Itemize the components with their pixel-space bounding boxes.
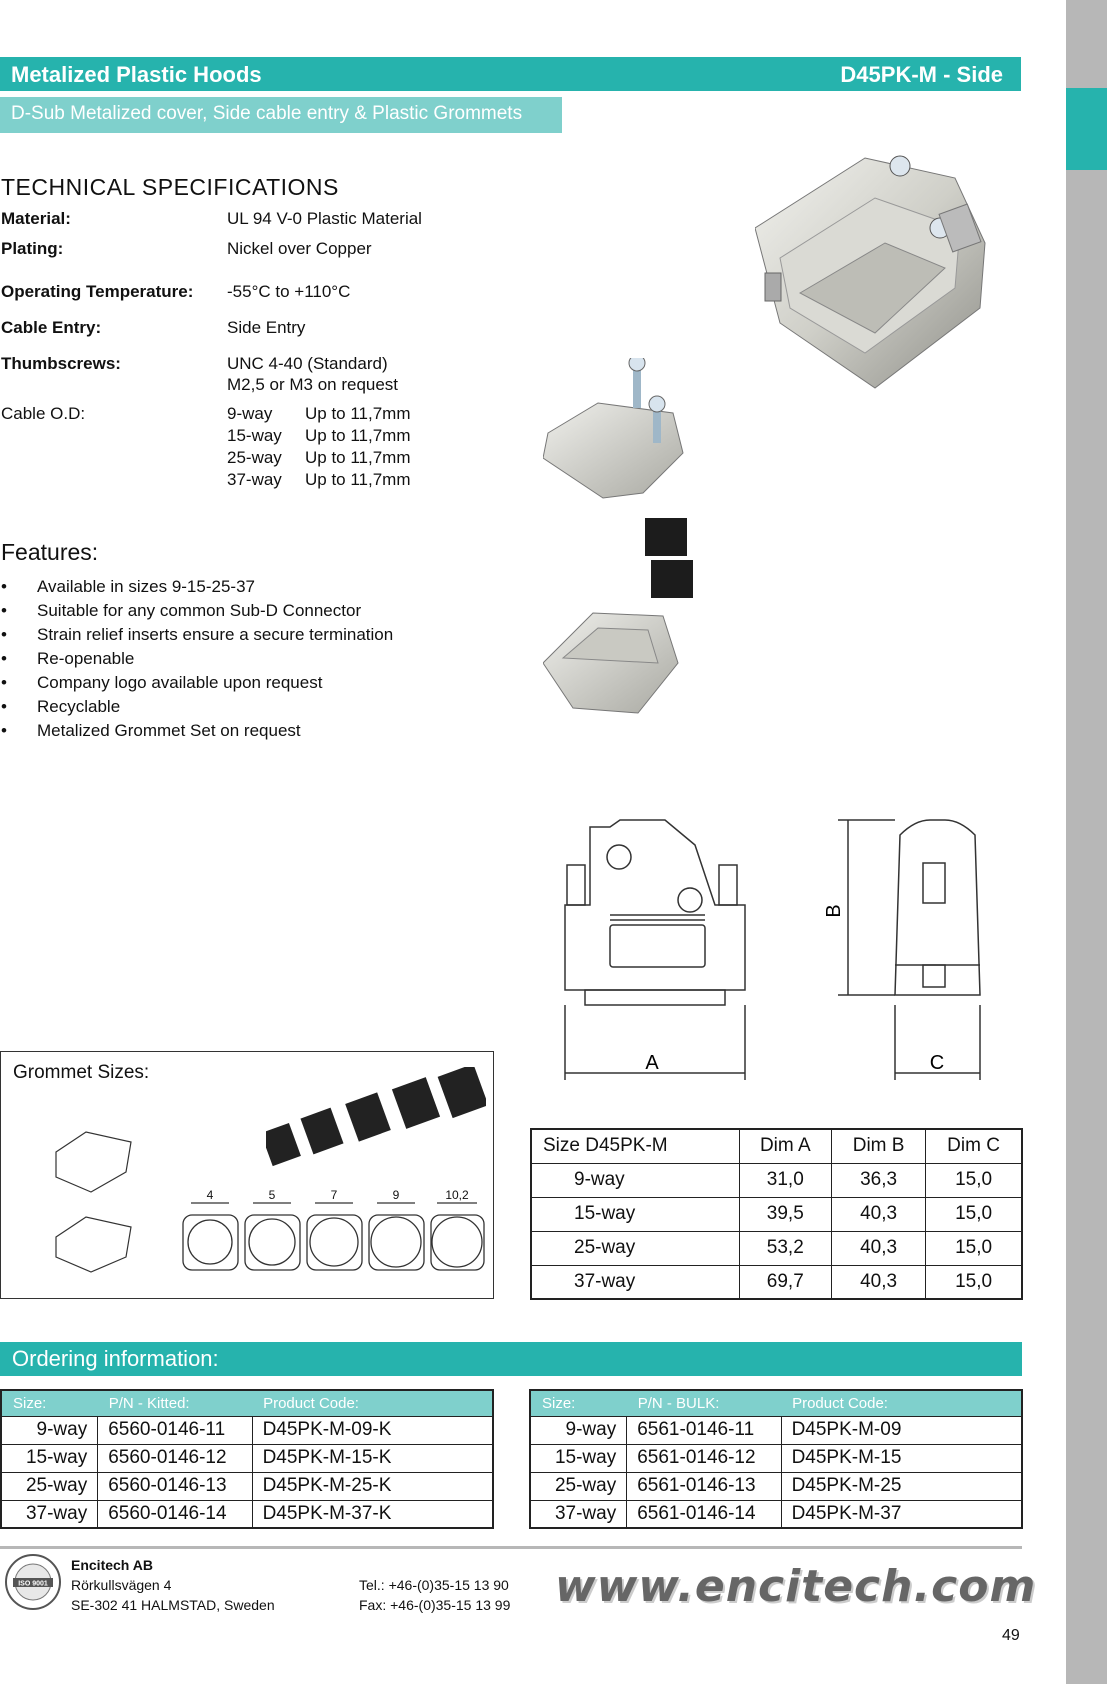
table-cell: 37-way	[531, 1265, 739, 1299]
spec-value: Nickel over Copper	[227, 239, 372, 258]
cable-od-way: 37-way	[227, 470, 282, 489]
table-header: Dim A	[739, 1129, 832, 1163]
ordering-heading: Ordering information:	[0, 1342, 1022, 1376]
grommet-drawing	[51, 1122, 146, 1277]
table-row	[530, 1416, 1022, 1444]
feature-text: Re-openable	[37, 649, 135, 668]
spec-label: Cable Entry:	[1, 318, 102, 337]
table-row	[1, 1444, 493, 1472]
table-cell: 6561-0146-14	[627, 1500, 781, 1528]
table-cell: D45PK-M-25-K	[252, 1472, 493, 1500]
company-contact	[359, 1575, 510, 1615]
table-header: Product Code:	[252, 1390, 493, 1416]
feature-item	[1, 625, 393, 645]
feature-item	[1, 601, 361, 621]
table-cell: 9-way	[531, 1163, 739, 1197]
table-row	[530, 1472, 1022, 1500]
table-header-row	[531, 1129, 1022, 1163]
table-header: Dim B	[832, 1129, 926, 1163]
feature-item	[1, 649, 134, 669]
company-address	[71, 1555, 275, 1615]
table-cell: 9-way	[530, 1416, 627, 1444]
table-cell: 6560-0146-12	[98, 1444, 252, 1472]
table-row	[531, 1197, 1022, 1231]
footer-divider	[0, 1546, 1022, 1549]
spec-label: Operating Temperature:	[1, 282, 194, 301]
spec-value: M2,5 or M3 on request	[227, 375, 399, 394]
address-line: SE-302 41 HALMSTAD, Sweden	[71, 1597, 275, 1613]
table-header-row	[530, 1390, 1022, 1416]
spec-label: Plating:	[1, 239, 64, 258]
bullet-icon: •	[1, 577, 7, 596]
table-cell: 69,7	[739, 1265, 832, 1299]
grommet-size-drawings	[181, 1185, 486, 1290]
table-header: P/N - BULK:	[627, 1390, 781, 1416]
spec-label: Material:	[1, 209, 71, 228]
table-cell: 40,3	[832, 1231, 926, 1265]
table-cell: 25-way	[530, 1472, 627, 1500]
table-header: Size:	[530, 1390, 627, 1416]
page-title: Metalized Plastic Hoods	[11, 62, 262, 87]
table-header: Dim C	[926, 1129, 1022, 1163]
bullet-icon: •	[1, 625, 7, 644]
bullet-icon: •	[1, 649, 7, 668]
phone-number: Tel.: +46-(0)35-15 13 90	[359, 1577, 509, 1593]
feature-text: Recyclable	[37, 697, 121, 716]
website-link[interactable]: www.encitech.com	[555, 1561, 1037, 1612]
cable-od-way: 15-way	[227, 426, 282, 445]
table-cell: D45PK-M-25	[781, 1472, 1022, 1500]
spec-label: Thumbscrews:	[1, 354, 121, 373]
table-cell: D45PK-M-15	[781, 1444, 1022, 1472]
table-cell: 6560-0146-13	[98, 1472, 252, 1500]
grommet-sizes-panel	[0, 1051, 494, 1299]
cable-od-value: Up to 11,7mm	[305, 448, 411, 467]
table-header-row	[1, 1390, 493, 1416]
bulk-order-table	[529, 1389, 1023, 1529]
table-cell: 6561-0146-12	[627, 1444, 781, 1472]
feature-item	[1, 577, 255, 597]
grommet-size-label: 10,2	[445, 1188, 469, 1202]
specs-heading: TECHNICAL SPECIFICATIONS	[1, 174, 339, 200]
subtitle-bar: D-Sub Metalized cover, Side cable entry & Plastic Grommets	[0, 97, 562, 133]
grommet-size-label: 4	[206, 1188, 214, 1202]
company-name: Encitech AB	[71, 1557, 153, 1573]
grommet-size-label: 9	[392, 1188, 400, 1202]
table-cell: 31,0	[739, 1163, 832, 1197]
table-cell: 6560-0146-14	[98, 1500, 252, 1528]
table-row	[530, 1444, 1022, 1472]
table-row	[1, 1416, 493, 1444]
iso-certificate-logo	[4, 1553, 62, 1611]
title-bar	[0, 57, 1021, 91]
table-cell: 40,3	[832, 1197, 926, 1231]
table-cell: 15-way	[531, 1197, 739, 1231]
table-row	[530, 1500, 1022, 1528]
features-heading: Features:	[1, 539, 99, 565]
feature-text: Company logo available upon request	[37, 673, 323, 692]
table-cell: D45PK-M-37	[791, 1502, 902, 1524]
feature-text: Metalized Grommet Set on request	[37, 721, 301, 740]
dimension-table	[530, 1128, 1023, 1300]
table-cell: D45PK-M-09	[781, 1416, 1022, 1444]
bullet-icon: •	[1, 673, 7, 692]
cable-od-value: Up to 11,7mm	[305, 470, 411, 489]
table-header: Size D45PK-M	[531, 1129, 739, 1163]
table-cell: 37-way	[530, 1500, 627, 1528]
table-cell: 37-way	[1, 1500, 98, 1528]
table-cell: 6560-0146-11	[98, 1416, 252, 1444]
table-header: Product Code:	[781, 1390, 1022, 1416]
dim-label-c: C	[929, 1052, 945, 1074]
bullet-icon: •	[1, 601, 7, 620]
dimension-drawing	[555, 815, 1015, 1085]
grommet-size-label: 7	[330, 1188, 338, 1202]
spec-value: -55°C to +110°C	[227, 282, 351, 301]
table-header: P/N - Kitted:	[98, 1390, 252, 1416]
table-cell: 53,2	[739, 1231, 832, 1265]
hood-photo-exploded	[543, 358, 743, 718]
table-row	[531, 1231, 1022, 1265]
grommet-photo	[266, 1067, 486, 1182]
address-line: Rörkullsvägen 4	[71, 1577, 172, 1593]
grommet-size-label: 5	[268, 1188, 276, 1202]
table-cell: 40,3	[832, 1265, 926, 1299]
feature-item	[1, 697, 120, 717]
fax-number: Fax: +46-(0)35-15 13 99	[359, 1597, 511, 1613]
spec-value: Side Entry	[227, 318, 306, 337]
spec-value: UL 94 V-0 Plastic Material	[227, 209, 422, 228]
table-row	[1, 1500, 493, 1528]
table-cell: D45PK-M-37-K	[262, 1502, 392, 1524]
side-bar	[1066, 0, 1107, 1684]
kitted-order-table	[0, 1389, 494, 1529]
spec-label: Cable O.D:	[1, 404, 86, 423]
table-cell: 6561-0146-13	[627, 1472, 781, 1500]
feature-item	[1, 673, 322, 693]
certificate-text: ISO 9001	[18, 1580, 48, 1588]
table-header: Size:	[1, 1390, 98, 1416]
model-title: D45PK-M - Side	[840, 62, 1003, 87]
table-row	[1, 1472, 493, 1500]
side-bar-accent	[1066, 88, 1107, 170]
table-cell: 6561-0146-11	[627, 1416, 781, 1444]
table-cell: 15,0	[926, 1265, 1022, 1299]
feature-text: Suitable for any common Sub-D Connector	[37, 601, 362, 620]
dim-label-b: B	[823, 904, 845, 918]
spec-value: UNC 4-40 (Standard)	[227, 354, 388, 373]
table-cell: 39,5	[739, 1197, 832, 1231]
dim-label-a: A	[645, 1052, 659, 1074]
feature-item	[1, 721, 301, 741]
table-cell: 36,3	[832, 1163, 926, 1197]
cable-od-value: Up to 11,7mm	[305, 426, 411, 445]
feature-text: Strain relief inserts ensure a secure termination	[37, 625, 394, 644]
cable-od-value: Up to 11,7mm	[305, 404, 411, 423]
table-row	[531, 1163, 1022, 1197]
table-cell: 15,0	[926, 1197, 1022, 1231]
hood-photo-assembled	[755, 148, 995, 394]
table-cell: 25-way	[531, 1231, 739, 1265]
table-cell: 15-way	[1, 1444, 98, 1472]
table-cell: 15,0	[926, 1163, 1022, 1197]
cable-od-way: 25-way	[227, 448, 282, 467]
table-cell: 9-way	[1, 1416, 98, 1444]
bullet-icon: •	[1, 721, 7, 740]
table-row	[531, 1265, 1022, 1299]
table-cell: D45PK-M-09-K	[252, 1416, 493, 1444]
page-number: 49	[1002, 1627, 1020, 1644]
grommet-title: Grommet Sizes:	[13, 1062, 150, 1083]
table-cell: 15-way	[530, 1444, 627, 1472]
cable-od-way: 9-way	[227, 404, 273, 423]
table-cell: D45PK-M-15-K	[252, 1444, 493, 1472]
table-cell: 15,0	[926, 1231, 1022, 1265]
feature-text: Available in sizes 9-15-25-37	[37, 577, 255, 596]
table-cell: 25-way	[1, 1472, 98, 1500]
bullet-icon: •	[1, 697, 7, 716]
